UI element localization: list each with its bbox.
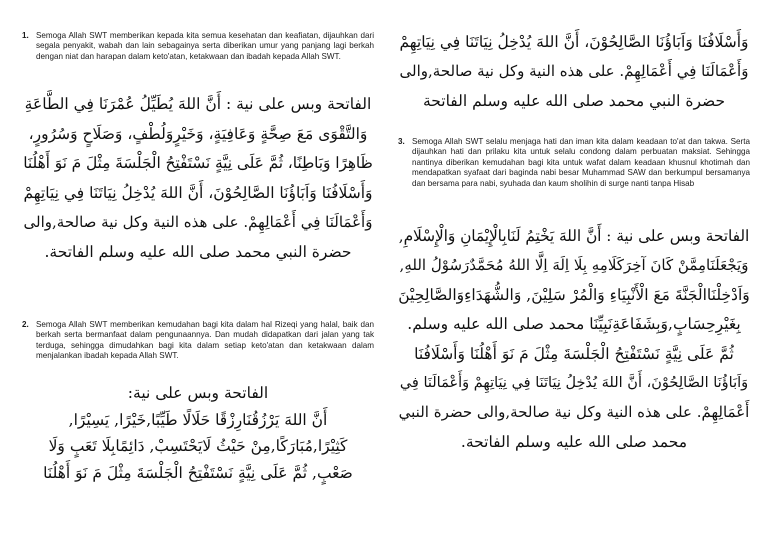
arabic-line: أَعْمَالِهِمْ. على هذه النية وكل نية صالحة,والى حضرة النبي xyxy=(398,403,750,422)
arabic-line: الفاتحة وبس على نية: xyxy=(127,384,269,402)
arabic-line: محمد صلى الله عليه وسلم الفاتحة. xyxy=(460,432,688,451)
section-1 xyxy=(22,31,374,62)
arabic-line: كَثِيْرًا,مُبَارَكًا,مِنْ حَيْثُ لَايَحْتَسِبْ, دَائِمًابِلَا تَعَبٍ وَلَا xyxy=(48,437,348,455)
section-1-intro-text: Semoga Allah SWT memberikan kepada kita semua kesehatan dan keafiatan, dijauhkan dari segala penyakit, wabah dan lain sebagainya serta diberikan umur yang panjang lagi berkah dengan niat dan harapan dalam keto'atan, ketakwaan dan ibadah kepada Allah SWT. xyxy=(36,31,374,61)
arabic-line: صَعْبٍ, ثُمَّ عَلَى نِيَّةٍ نَسْتَفْتِحُ الْجَلْسَةَ مِثْلَ مَ نَوَ أَهْلُنَا xyxy=(43,463,353,482)
arabic-line: بِغَيْرِحِسَابٍ,وَبِشَفَاعَةِنَبِيِّنَا محمد صلى الله عليه وسلم. xyxy=(407,315,741,334)
arabic-line: وَالتَّقْوَى مَعَ صِحَّةٍ وَعَافِيَةٍ، وَخَيْرٍوَلُطْفٍ، وَصَلَاحٍ وَسُرُورٍ، xyxy=(28,124,368,143)
arabic-line: الفاتحة وبس على نية : أَنَّ اللهَ يَخْتِمُ لَنَابِالْإِيْمَانِ وَالْإِسْلَامِ, xyxy=(398,227,750,245)
section-3-number: 3. xyxy=(398,137,405,146)
section-2-arabic xyxy=(22,380,374,486)
section-3 xyxy=(398,137,750,189)
arabic-line: ظَاهِرًا وَبَاطِنًا، ثُمَّ عَلَى نِيَّةٍ نَسْتَفْتِحُ الْجَلْسَةَ مِثْلَ مَ نَوَ أَهْلُنَا xyxy=(23,154,373,173)
arabic-line: وَاَبَاؤُنَا الصَّالِحُوْنَ، أَنَّ اللهَ يُدْخِلُ نِيَاتَنَا فِي نِيَاتِهِمْ وَأَعْمَالَنَا فِي xyxy=(399,375,749,392)
arabic-line: حضرة النبي محمد صلى الله عليه وسلم الفاتحة. xyxy=(44,242,352,261)
arabic-line: وَأَسْلَافُنَا وَاَبَاؤُنَا الصَّالِحُوْنَ، أَنَّ اللهَ يُدْخِلُ نِيَاتَنَا فِي نِيَاتِهِمْ xyxy=(399,33,749,51)
section-3-intro-text: Semoga Allah SWT selalu menjaga hati dan iman kita dalam keadaan to'at dan takwa. Serta dijauhkan hati dan prilaku kita untuk selalu condong dalam perbuatan maksiat. Sehingga nantinya diberikan kemudahan bagi kita untuk wafat dalam keadaan khusnul khotimah dan mendapatkan syafaat dari baginda nabi besar Muhammad SAW dan berkumpul bersamanya dan bersama para nabi, syuhada dan kaum sholihin di surge nanti tanpa Hisab xyxy=(412,137,750,188)
section-2-intro xyxy=(22,320,374,362)
section-2 xyxy=(22,320,374,362)
arabic-line: أَنَّ اللهَ يَرْزُقُنَارِزْقًا حَلَالًا طَيِّبًا,خَيْرًا, يَسِيْرًا, xyxy=(68,410,328,429)
arabic-line: وَيَجْعَلَنَامِمَّنْ كَانَ آخِرَكَلَامِهِ بِلَا اِلَهَ اِلَّا اللهُ مُحَمَّدٌرَسُوْلُ اللهِ, xyxy=(399,256,749,275)
section-1-arabic xyxy=(22,90,374,268)
section-1-intro xyxy=(22,31,374,62)
section-2-arabic-continued xyxy=(398,28,750,116)
section-3-arabic xyxy=(398,222,750,457)
arabic-line: وَأَسْلَافُنَا وَاَبَاؤُنَا الصَّالِحُوْنَ، أَنَّ اللهَ يُدْخِلُ نِيَاتَنَا فِي نِيَاتِهِمْ xyxy=(23,183,373,202)
arabic-line: ثُمَّ عَلَى نِيَّةٍ نَسْتَفْتِحُ الْجَلْسَةَ مِثْلَ مَ نَوَ أَهْلُنَا وَأَسْلَافُنَا xyxy=(414,344,734,363)
arabic-line: حضرة النبي محمد صلى الله عليه وسلم الفاتحة xyxy=(422,91,726,110)
arabic-line: وَاَدْخِلْنَاالْجَنَّةَ مَعَ الْأَنْبِيَاءِ وَالْمُرْ سَلِيْنَ, وَالشُّهَدَاءِوَالصَّالِحِيْنَ xyxy=(398,285,750,304)
section-3-intro xyxy=(398,137,750,189)
section-2-number: 2. xyxy=(22,320,29,329)
arabic-line: وَأَعْمَالَنَا فِي أَعْمَالِهِمْ. على هذه النية وكل نية صالحة,والى xyxy=(23,213,373,232)
arabic-line: وَأَعْمَالَنَا فِي أَعْمَالِهِمْ. على هذه النية وكل نية صالحة,والى xyxy=(399,62,749,81)
arabic-line: الفاتحة وبس على نية : أَنَّ اللهَ يُطَيِّلُ عُمْرَنَا فِي الطَّاعَةِ xyxy=(24,95,372,113)
section-1-number: 1. xyxy=(22,31,29,40)
section-2-intro-text: Semoga Allah SWT memberikan kemudahan bagi kita dalam hal Rizeqi yang halal, baik dan berkah serta bermanfaat dalam pengunaannya. Dan mudah didapatkan dari jalan yang tak terduga, sehingga dimudahkan bagi kita dalam setiap keto'atan dan ketakwaan dalam menjalankan ibadah kepada Allah SWT. xyxy=(36,320,374,361)
